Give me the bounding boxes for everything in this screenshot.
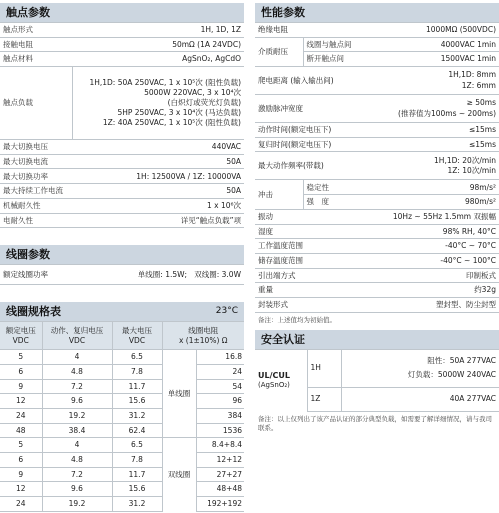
row-value: 50A	[72, 184, 244, 199]
table-row	[0, 52, 244, 67]
row-key: 冲击	[255, 180, 303, 209]
coil-power-single: 单线圈: 1.5W;	[137, 269, 188, 279]
cert-contact-form: 1H	[307, 349, 341, 387]
table-row	[0, 184, 244, 199]
temperature-label: 23°C	[215, 306, 238, 317]
table-row: 9 7.2 11.7 54	[0, 379, 244, 394]
table-row: 9 7.2 11.7 27+27	[0, 467, 244, 482]
row-key: 最大动作频率(带载)	[255, 152, 366, 180]
safety-header	[255, 330, 499, 349]
contact-params-header	[0, 3, 244, 22]
table-row	[255, 180, 499, 195]
row-value: AgSnO₂, AgCdO	[72, 52, 244, 67]
column-header: 线圈电阻 x (1±10%) Ω	[162, 322, 244, 350]
table-row	[255, 137, 499, 152]
column-header: 动作、复归电压 VDC	[42, 322, 112, 350]
perf-note: 备注：上述值均为初始值。	[258, 315, 336, 324]
table-row	[255, 95, 499, 123]
row-value: 1H, 1D, 1Z	[72, 23, 244, 38]
row-value: 98m/s²	[366, 180, 499, 195]
load-line: (白炽灯或荧光灯负载)	[167, 98, 241, 107]
row-key: 储存温度范围	[255, 253, 366, 268]
row-key: 触点材料	[0, 52, 72, 67]
cert-contact-form: 1Z	[307, 387, 341, 411]
row-key: 最大切换电流	[0, 154, 72, 169]
section-title: 线圈规格表	[6, 305, 61, 319]
cert-load-value: 阻性：50A 277VAC 灯负载：5000W 240VAC	[341, 349, 499, 387]
row-key: 触点负载	[0, 67, 72, 140]
perf-params-header	[255, 3, 499, 22]
single-coil-label: 单线圈	[162, 350, 196, 438]
contact-load-value	[72, 67, 244, 140]
row-value: ≥ 50ms (推荐值为100ms ~ 200ms)	[366, 95, 499, 123]
row-key: 封装形式	[255, 297, 366, 312]
row-value: 50A	[72, 154, 244, 169]
load-line: 5000W 220VAC, 3 x 10⁴次	[144, 87, 241, 97]
contact-params-table	[0, 22, 244, 228]
row-key: 湿度	[255, 224, 366, 239]
table-row	[255, 283, 499, 298]
row-subkey: 稳定性	[303, 180, 366, 195]
row-key: 工作温度范围	[255, 239, 366, 254]
table-row	[0, 265, 244, 285]
row-key: 最大切换电压	[0, 140, 72, 155]
table-row	[255, 37, 499, 52]
table-row	[255, 239, 499, 254]
row-key: 引出端方式	[255, 268, 366, 283]
perf-params-table	[255, 22, 499, 313]
table-row: 24 19.2 31.2 192+192	[0, 497, 244, 512]
row-subkey: 强 度	[303, 195, 366, 210]
row-key: 动作时间(额定电压下)	[255, 123, 366, 138]
table-row	[255, 67, 499, 95]
row-value: ≤15ms	[366, 137, 499, 152]
table-row	[255, 123, 499, 138]
table-row	[0, 67, 244, 140]
row-key: 激励脉冲宽度	[255, 95, 366, 123]
table-row	[255, 23, 499, 38]
table-row	[255, 253, 499, 268]
section-title: 触点参数	[6, 6, 50, 19]
section-title: 安全认证	[261, 332, 305, 346]
row-key: 复归时间(额定电压下)	[255, 137, 366, 152]
left-column	[0, 0, 244, 512]
row-key: 接触电阻	[0, 37, 72, 52]
double-coil-label: 双线圈	[162, 438, 196, 511]
row-value: 50mΩ (1A 24VDC)	[72, 37, 244, 52]
row-value: 1000MΩ (500VDC)	[366, 23, 499, 38]
table-header-row	[0, 322, 244, 350]
load-line: 5HP 250VAC, 3 x 10⁴次 (马达负载)	[117, 108, 241, 118]
cert-load-value: 40A 277VAC	[341, 387, 499, 411]
table-row: 24 19.2 31.2 384	[0, 408, 244, 423]
table-row	[255, 224, 499, 239]
row-key: 电耐久性	[0, 213, 72, 228]
table-row: 12 9.6 15.6 48+48	[0, 482, 244, 497]
coil-params-table	[0, 264, 244, 285]
table-row	[255, 268, 499, 283]
row-value: 1H: 12500VA / 1Z: 10000VA	[72, 169, 244, 184]
row-value: 1500VAC 1min	[366, 52, 499, 67]
row-value: 980m/s²	[366, 195, 499, 210]
load-line: 1H,1D: 50A 250VAC, 1 x 10⁵次 (阻性负载)	[89, 77, 241, 87]
row-key: 最大切换功率	[0, 169, 72, 184]
table-row	[0, 198, 244, 213]
table-row	[255, 209, 499, 224]
section-title: 性能参数	[261, 6, 305, 19]
row-key: 机械耐久性	[0, 198, 72, 213]
row-value: 4000VAC 1min	[366, 37, 499, 52]
column-header: 额定电压 VDC	[0, 322, 42, 350]
row-key: 振动	[255, 209, 366, 224]
cert-material: (AgSnO₂)	[258, 381, 290, 390]
row-value: -40°C ~ 100°C	[366, 253, 499, 268]
table-row: 5 4 6.5 双线圈 8.4+8.4	[0, 438, 244, 453]
table-row	[0, 23, 244, 38]
table-row: 48 38.4 62.4 1536	[0, 423, 244, 438]
safety-table	[255, 349, 499, 412]
row-key: 重量	[255, 283, 366, 298]
row-subkey: 断开触点间	[303, 52, 366, 67]
table-row	[0, 140, 244, 155]
row-key: 绝缘电阻	[255, 23, 366, 38]
row-value: 98% RH, 40°C	[366, 224, 499, 239]
row-value: 详见“触点负载”项	[72, 213, 244, 228]
row-value: 1 x 10⁶次	[72, 198, 244, 213]
row-value: 塑封型、防尘封型	[366, 297, 499, 312]
row-value: 1H,1D: 8mm 1Z: 6mm	[366, 67, 499, 95]
table-row	[0, 169, 244, 184]
row-key: 触点形式	[0, 23, 72, 38]
coil-power-value	[78, 265, 244, 285]
table-row	[0, 37, 244, 52]
table-row	[255, 297, 499, 312]
row-value: 1H,1D: 20次/min 1Z: 10次/min	[366, 152, 499, 180]
row-value: 印制板式	[366, 268, 499, 283]
row-value: -40°C ~ 70°C	[366, 239, 499, 254]
row-key: 额定线圈功率	[0, 265, 78, 285]
table-row: 6 4.8 7.8 12+12	[0, 453, 244, 468]
row-key: 爬电距离 (输入输出间)	[255, 67, 366, 95]
cert-label	[255, 349, 307, 411]
coil-spec-table	[0, 321, 244, 512]
cert-name: UL/CUL	[258, 371, 290, 381]
row-value: ≤15ms	[366, 123, 499, 138]
column-header: 最大电压 VDC	[112, 322, 162, 350]
table-row	[0, 154, 244, 169]
row-value: 440VAC	[72, 140, 244, 155]
coil-params-header	[0, 245, 244, 264]
section-title: 线圈参数	[6, 248, 50, 262]
table-row: 5 4 6.5 单线圈 16.8	[0, 350, 244, 365]
coil-spec-header	[0, 302, 244, 321]
row-subkey: 线圈与触点间	[303, 37, 366, 52]
row-key: 介质耐压	[255, 37, 303, 66]
table-row	[0, 213, 244, 228]
load-line: 1Z: 40A 250VAC, 1 x 10⁵次 (阻性负载)	[102, 118, 241, 128]
row-value: 10Hz ~ 55Hz 1.5mm 双振幅	[366, 209, 499, 224]
coil-power-double: 双线圈: 3.0W	[194, 269, 241, 279]
safety-note: 备注：以上仅列出了该产品认证的部分典型负载，如需要了解详细情况，请与我司联系。	[258, 414, 492, 432]
right-column	[255, 0, 499, 436]
table-row	[255, 152, 499, 180]
row-key: 最大持续工作电流	[0, 184, 72, 199]
row-value: 约32g	[366, 283, 499, 298]
table-row: 12 9.6 15.6 96	[0, 394, 244, 409]
table-row: 6 4.8 7.8 24	[0, 364, 244, 379]
table-row	[255, 349, 499, 387]
